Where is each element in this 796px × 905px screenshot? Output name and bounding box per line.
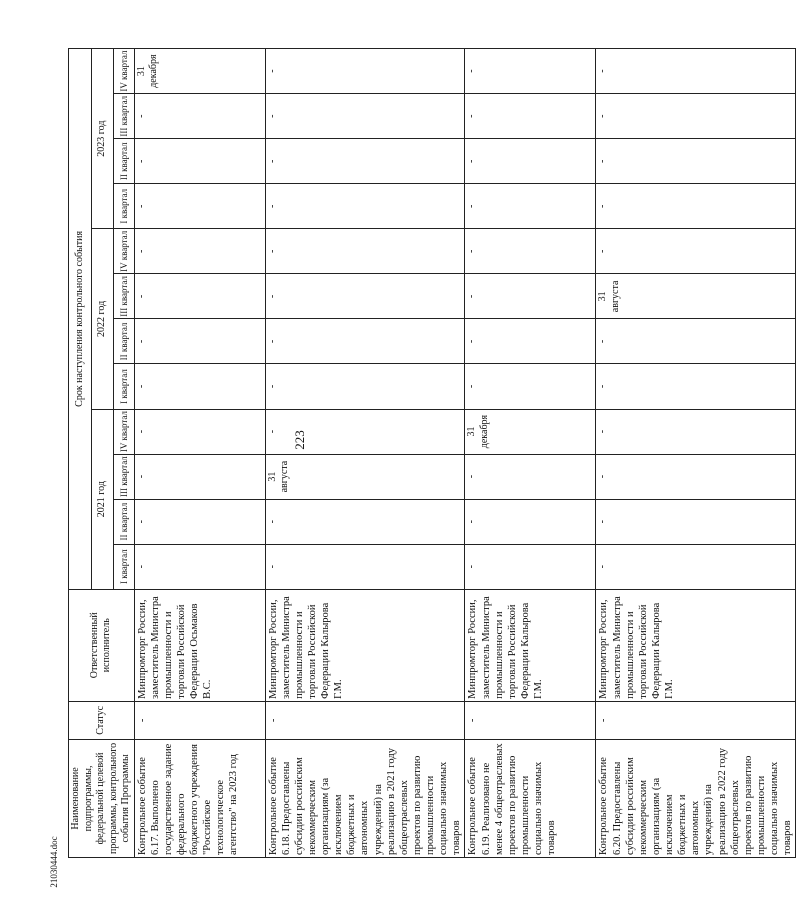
- quarter-cell: -: [134, 184, 265, 229]
- quarter-cell: -: [465, 49, 596, 94]
- quarter-cell: -: [596, 544, 796, 589]
- quarter-cell: -: [134, 409, 265, 454]
- header-quarter: II квартал: [114, 139, 134, 184]
- event-name: Контрольное событие 6.19. Реализовано не менее 4 общеотраслевых проектов по развитию промышленности социально значимых товаров: [465, 739, 596, 857]
- quarter-cell: -: [265, 229, 465, 274]
- header-year-2023: 2023 год: [91, 49, 114, 229]
- quarter-cell: -: [465, 454, 596, 499]
- quarter-cell: -: [465, 94, 596, 139]
- header-name: Наименование подпрограммы, федеральной целевой программы, контрольного события Программы: [69, 739, 135, 857]
- header-year-2022: 2022 год: [91, 229, 114, 409]
- event-status: -: [596, 701, 796, 739]
- quarter-cell: -: [265, 94, 465, 139]
- quarter-cell: -: [134, 139, 265, 184]
- quarter-cell: -: [465, 544, 596, 589]
- quarter-cell: -: [465, 184, 596, 229]
- header-quarter: II квартал: [114, 499, 134, 544]
- quarter-cell: -: [465, 229, 596, 274]
- event-responsible: Минпромторг России, заместитель Министра промышленности и торговли Российской Федерации Калырова Г.М.: [465, 589, 596, 701]
- control-events-table: [68, 48, 796, 858]
- document-id: 21030444.doc: [49, 836, 59, 888]
- header-quarter: III квартал: [114, 94, 134, 139]
- quarter-cell: 31 августа: [265, 454, 465, 499]
- table-row: [465, 49, 596, 858]
- rotated-table-container: [68, 48, 794, 858]
- quarter-cell: -: [134, 229, 265, 274]
- quarter-cell: -: [265, 139, 465, 184]
- header-quarter: III квартал: [114, 454, 134, 499]
- table-row: [134, 49, 265, 858]
- header-quarter: I квартал: [114, 184, 134, 229]
- quarter-cell: -: [596, 229, 796, 274]
- quarter-cell: -: [465, 139, 596, 184]
- header-quarter: III квартал: [114, 274, 134, 319]
- header-quarter: II квартал: [114, 319, 134, 364]
- quarter-cell: -: [596, 184, 796, 229]
- quarter-cell: -: [465, 499, 596, 544]
- quarter-cell: -: [596, 49, 796, 94]
- quarter-cell: 31 декабря: [134, 49, 265, 94]
- header-status: Статус: [69, 701, 135, 739]
- header-quarter: IV квартал: [114, 49, 134, 94]
- quarter-cell: -: [265, 49, 465, 94]
- quarter-cell: -: [465, 274, 596, 319]
- event-status: -: [465, 701, 596, 739]
- quarter-cell: -: [134, 319, 265, 364]
- quarter-cell: -: [134, 544, 265, 589]
- event-responsible: Минпромторг России, заместитель Министра промышленности и торговли Российской Федерации Калырова Г.М.: [596, 589, 796, 701]
- header-year-2021: 2021 год: [91, 409, 114, 589]
- table-row: [265, 49, 465, 858]
- event-responsible: Минпромторг России, заместитель Министра промышленности и торговли Российской Федерации Калырова Г.М.: [265, 589, 465, 701]
- quarter-cell: -: [134, 274, 265, 319]
- header-quarter: IV квартал: [114, 409, 134, 454]
- quarter-cell: -: [265, 274, 465, 319]
- page-number: 223: [292, 430, 307, 450]
- quarter-cell: -: [596, 364, 796, 409]
- quarter-cell: -: [465, 364, 596, 409]
- quarter-cell: -: [265, 409, 465, 454]
- quarter-cell: -: [265, 319, 465, 364]
- quarter-cell: -: [596, 319, 796, 364]
- quarter-cell: -: [134, 499, 265, 544]
- event-status: -: [265, 701, 465, 739]
- header-quarter: I квартал: [114, 364, 134, 409]
- quarter-cell: 31 августа: [596, 274, 796, 319]
- quarter-cell: -: [134, 94, 265, 139]
- quarter-cell: -: [596, 454, 796, 499]
- event-name: Контрольное событие 6.17. Выполнено государственное задание федерального бюджетного учреждения "Российское технологическое агентство" на 2023 год: [134, 739, 265, 857]
- event-status: -: [134, 701, 265, 739]
- quarter-cell: -: [265, 544, 465, 589]
- quarter-cell: -: [465, 319, 596, 364]
- event-responsible: Минпромторг России, заместитель Министра промышленности и торговли Российской Федерации Осьмаков В.С.: [134, 589, 265, 701]
- quarter-cell: -: [134, 454, 265, 499]
- header-quarter: IV квартал: [114, 229, 134, 274]
- quarter-cell: -: [596, 499, 796, 544]
- quarter-cell: -: [596, 409, 796, 454]
- quarter-cell: -: [265, 499, 465, 544]
- quarter-cell: -: [265, 364, 465, 409]
- quarter-cell: -: [134, 364, 265, 409]
- quarter-cell: 31 декабря: [465, 409, 596, 454]
- quarter-cell: -: [596, 139, 796, 184]
- table-row: [596, 49, 796, 858]
- header-quarter: I квартал: [114, 544, 134, 589]
- event-name: Контрольное событие 6.20. Предоставлены субсидии российским некоммерческим организациям (за исключением бюджетных и автономных учреждений) на реализацию в 2022 году общеотраслевых проектов по развитию промышленности социально значимых товаров: [596, 739, 796, 857]
- quarter-cell: -: [265, 184, 465, 229]
- header-responsible: Ответственный исполнитель: [69, 589, 135, 701]
- event-name: Контрольное событие 6.18. Предоставлены субсидии российским некоммерческим организациям (за исключением бюджетных и автономных учреждений) на реализацию в 2021 году общеотраслевых проектов по развитию промышленности социально значимых товаров: [265, 739, 465, 857]
- header-deadline: Срок наступления контрольного события: [69, 49, 92, 590]
- quarter-cell: -: [596, 94, 796, 139]
